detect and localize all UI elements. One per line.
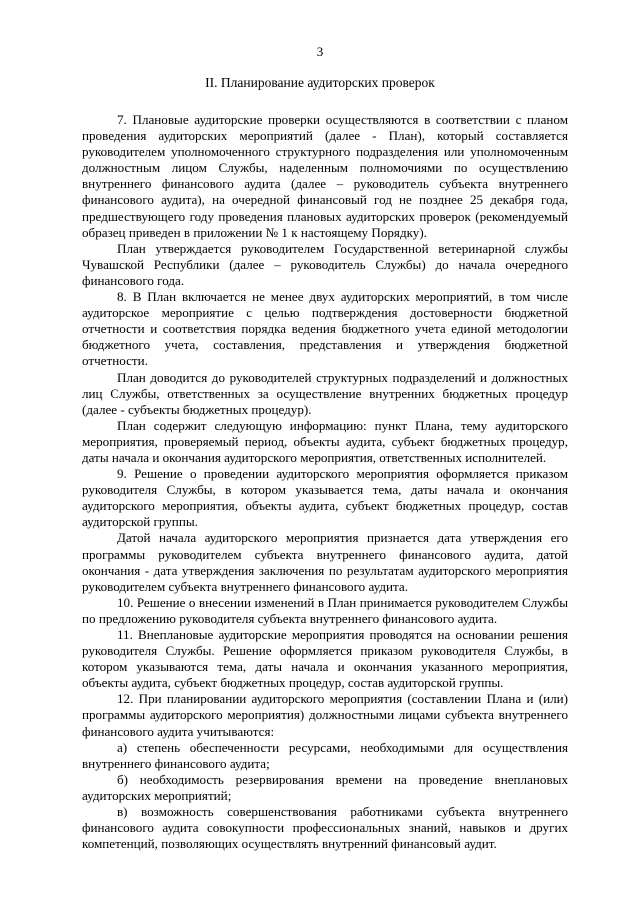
paragraph-9: 9. Решение о проведении аудиторского мероприятия оформляется приказом руководителя Службы, в котором указывается тема, даты начала и окончания аудиторского мероприятия, объекты аудита, субъект бюджетных процедур, состав аудиторской группы. — [82, 466, 568, 530]
paragraph-10: 10. Решение о внесении изменений в План принимается руководителем Службы по предложению руководителя субъекта внутреннего финансового аудита. — [82, 594, 568, 626]
paragraph-11: 11. Внеплановые аудиторские мероприятия проводятся на основании решения руководителя Службы. Решение оформляется приказом руководителя Службы, в котором указываются тема, даты начала и окончания указанного мероприятия, объекты аудита, субъект бюджетных процедур, состав аудиторской группы. — [82, 627, 568, 691]
paragraph-plan-approval: План утверждается руководителем Государственной ветеринарной службы Чувашской Республики (далее – руководитель Службы) до начала очередного финансового года. — [82, 240, 568, 288]
paragraph-12-v: в) возможность совершенствования работниками субъекта внутреннего финансового аудита совокупности профессиональных знаний, навыков и других компетенций, позволяющих осуществлять внутренний финансовый аудит. — [82, 804, 568, 852]
paragraph-start-date: Датой начала аудиторского мероприятия признается дата утверждения его программы руководителем субъекта внутреннего финансового аудита, датой окончания - дата утверждения заключения по результатам аудиторского мероприятия руководителем субъекта внутреннего финансового аудита. — [82, 530, 568, 594]
paragraph-12: 12. При планировании аудиторского мероприятия (составлении Плана и (или) программы аудиторского мероприятия) должностными лицами субъекта внутреннего финансового аудита учитываются: — [82, 691, 568, 739]
paragraph-plan-distribution: План доводится до руководителей структурных подразделений и должностных лиц Службы, ответственных за осуществление внутренних бюджетных процедур (далее - субъекты бюджетных процедур). — [82, 369, 568, 417]
paragraph-plan-contents: План содержит следующую информацию: пункт Плана, тему аудиторского мероприятия, проверяемый период, объекты аудита, субъект бюджетных процедур, даты начала и окончания аудиторского мероприятия, ответственных исполнителей. — [82, 417, 568, 465]
paragraph-8: 8. В План включается не менее двух аудиторских мероприятий, в том числе аудиторское мероприятие с целью подтверждения достоверности бюджетной отчетности и соответствия порядка ведения бюджетного учета единой методологии бюджетного учета, составления, представления и утверждения бюджетной отчетности. — [82, 289, 568, 369]
paragraph-12-a: а) степень обеспеченности ресурсами, необходимыми для осуществления внутреннего финансового аудита; — [82, 739, 568, 771]
page-number: 3 — [316, 44, 324, 59]
paragraph-7: 7. Плановые аудиторские проверки осуществляются в соответствии с планом проведения аудиторских мероприятий (далее - План), который составляется руководителем уполномоченного структурного подразделения или уполномоченным должностным лицом Службы, наделенным полномочиями по осуществлению внутреннего финансового аудита (далее – руководитель субъекта внутреннего финансового аудита), на очередной финансовый год не позднее 25 декабря года, предшествующего году проведения плановых аудиторских проверок (рекомендуемый образец приведен в приложении № 1 к настоящему Порядку). — [82, 112, 568, 240]
paragraph-12-b: б) необходимость резервирования времени на проведение внеплановых аудиторских мероприятий; — [82, 771, 568, 803]
document-body — [82, 112, 568, 852]
section-title: II. Планирование аудиторских проверок — [205, 75, 435, 90]
